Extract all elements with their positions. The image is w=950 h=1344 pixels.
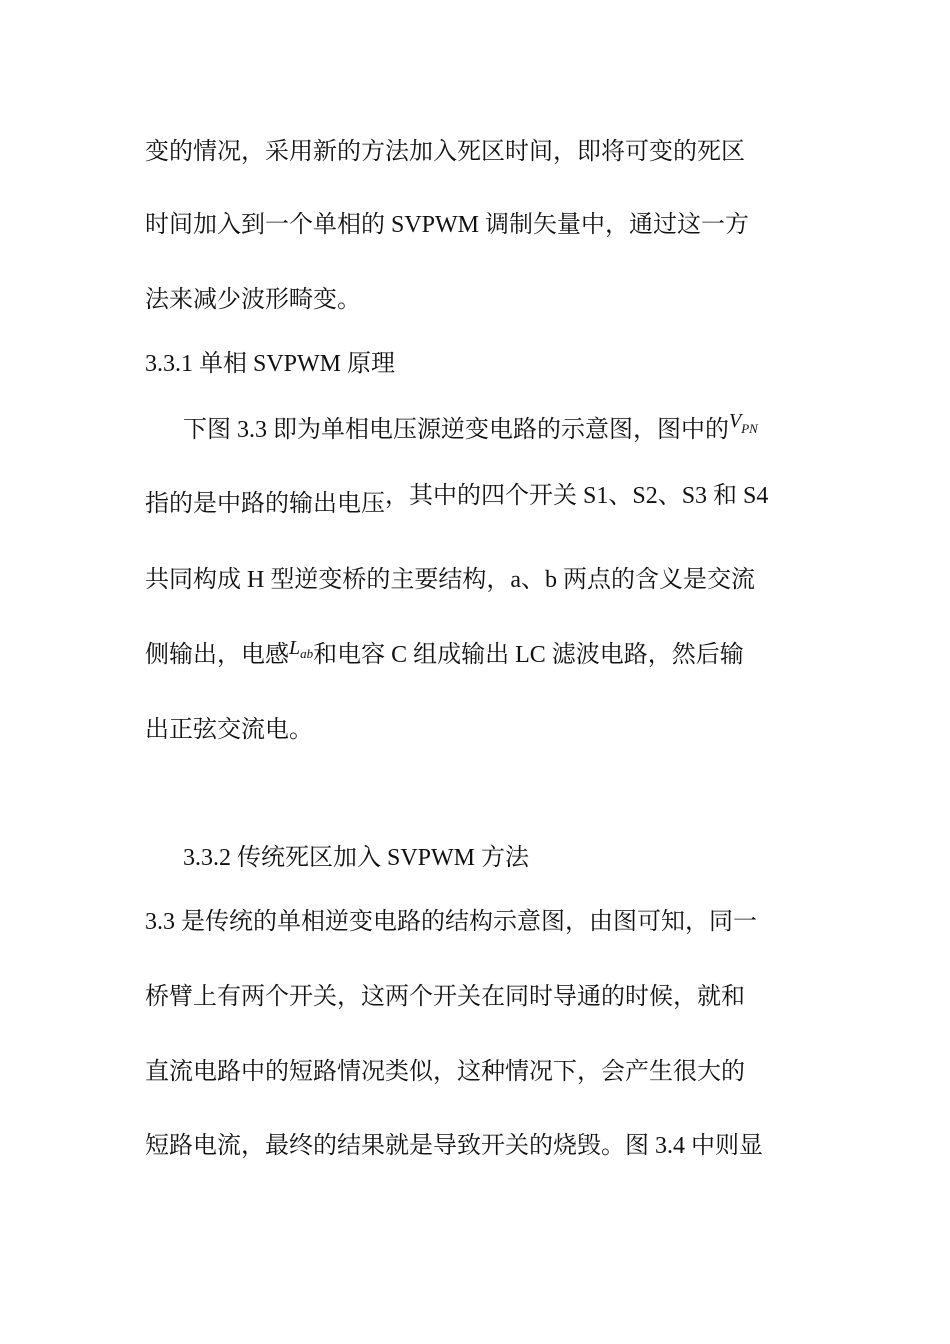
variable-v-pn-main: V: [729, 410, 742, 432]
paragraph-1-line-3: 法来减少波形畸变。: [145, 287, 361, 313]
section-heading-3-3-1: 3.3.1 单相 SVPWM 原理: [145, 351, 396, 377]
paragraph-2-line-3: 共同构成 H 型逆变桥的主要结构，a、b 两点的含义是交流: [145, 567, 755, 593]
paragraph-1-line-1: 变的情况，采用新的方法加入死区时间，即将可变的死区: [145, 139, 745, 165]
paragraph-2-line-4-rest: 和电容 C 组成输出 LC 滤波电路，然后输: [313, 642, 744, 668]
paragraph-2-line-2-comma: ，: [385, 483, 409, 509]
section-heading-3-3-2: 3.3.2 传统死区加入 SVPWM 方法: [183, 845, 530, 871]
paragraph-3-line-1: 3.3 是传统的单相逆变电路的结构示意图，由图可知，同一: [145, 909, 757, 935]
paragraph-3-line-3: 直流电路中的短路情况类似，这种情况下，会产生很大的: [145, 1059, 745, 1085]
paragraph-2-line-5: 出正弦交流电。: [145, 717, 313, 743]
paragraph-2-line-1: [183, 410, 758, 448]
variable-l-ab-sub: ab: [300, 646, 314, 661]
paragraph-2-line-1-text: 下图 3.3 即为单相电压源逆变电路的示意图，图中的: [183, 417, 729, 443]
paragraph-2-line-4: [145, 637, 744, 673]
paragraph-3-line-4: 短路电流，最终的结果就是导致开关的烧毁。图 3.4 中则显: [145, 1133, 763, 1159]
variable-l-ab: [289, 634, 313, 660]
paragraph-1-line-2: 时间加入到一个单相的 SVPWM 调制矢量中，通过这一方: [145, 212, 750, 238]
paragraph-2-line-2-text: 指的是中路的输出电压: [145, 491, 385, 517]
paragraph-2-line-2-rest: 其中的四个开关 S1、S2、S3 和 S4: [409, 483, 769, 509]
variable-v-pn: [729, 407, 758, 436]
paragraph-2-line-4-text: 侧输出，电感: [145, 642, 289, 668]
variable-l-ab-main: L: [289, 637, 301, 659]
variable-v-pn-sub: PN: [741, 421, 758, 436]
paragraph-3-line-2: 桥臂上有两个开关，这两个开关在同时导通的时候，就和: [145, 984, 745, 1010]
paragraph-2-line-2: [145, 483, 769, 519]
